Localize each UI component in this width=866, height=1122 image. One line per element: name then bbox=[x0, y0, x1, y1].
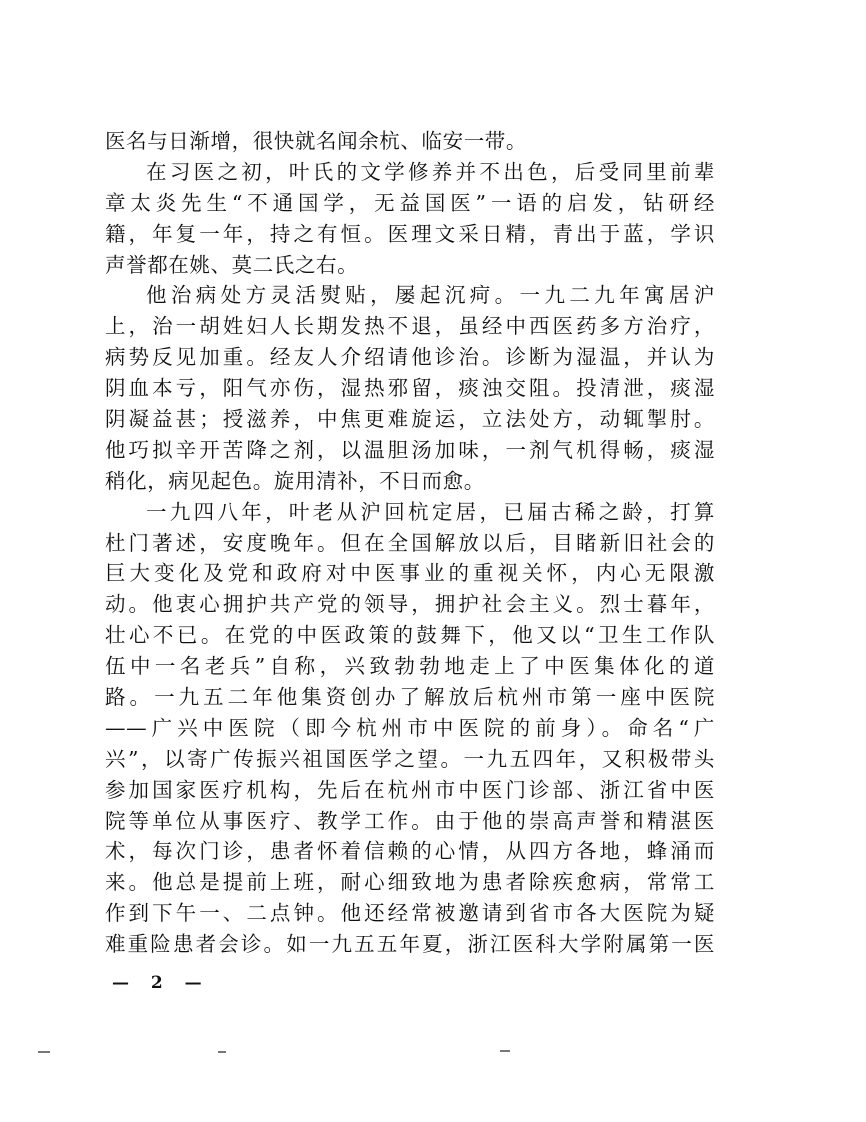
text-line: 路。一九五二年他集资创办了解放后杭州市第一座中医院 bbox=[105, 685, 715, 710]
text-line: 巨大变化及党和政府对中医事业的重视关怀，内心无限激 bbox=[105, 561, 715, 586]
text-line: 伍中一名老兵”自称，兴致勃勃地走上了中医集体化的道 bbox=[105, 654, 715, 679]
text-line: 壮心不已。在党的中医政策的鼓舞下，他又以“卫生工作队 bbox=[105, 623, 715, 648]
text-line: 他治病处方灵活熨贴，屡起沉疴。一九二九年寓居沪 bbox=[146, 283, 715, 308]
text-line: 章太炎先生“不通国学，无益国医”一语的启发，钻研经 bbox=[105, 190, 715, 215]
text-line: 院等单位从事医疗、教学工作。由于他的崇高声誉和精湛医 bbox=[105, 808, 715, 833]
scan-speck bbox=[38, 1051, 50, 1053]
page-number: — 2 — bbox=[112, 973, 210, 993]
scan-speck bbox=[218, 1051, 226, 1053]
text-line: 病势反见加重。经友人介绍请他诊治。诊断为湿温，并认为 bbox=[105, 345, 715, 370]
text-line: 杜门著述，安度晚年。但在全国解放以后，目睹新旧社会的 bbox=[105, 530, 715, 555]
text-line: 来。他总是提前上班，耐心细致地为患者除疾愈病，常常工 bbox=[105, 870, 715, 895]
text-line: 一九四八年，叶老从沪回杭定居，已届古稀之龄，打算 bbox=[146, 499, 715, 524]
text-line: 籍，年复一年，持之有恒。医理文采日精，青出于蓝，学识 bbox=[105, 221, 715, 246]
text-line: 阴血本亏，阳气亦伤，湿热邪留，痰浊交阻。投清泄，痰湿 bbox=[105, 376, 715, 401]
text-line: 阴凝益甚；授滋养，中焦更难旋运，立法处方，动辄掣肘。 bbox=[105, 407, 715, 432]
text-line: ——广兴中医院（即今杭州市中医院的前身）。命名“广 bbox=[105, 715, 715, 740]
text-line: 术，每次门诊，患者怀着信赖的心情，从四方各地，蜂涌而 bbox=[105, 839, 715, 864]
text-line: 医名与日渐增，很快就名闻余杭、临安一带。 bbox=[105, 129, 527, 153]
text-line: 他巧拟辛开苦降之剂，以温胆汤加味，一剂气机得畅，痰湿 bbox=[105, 437, 715, 462]
text-line: 参加国家医疗机构，先后在杭州市中医门诊部、浙江省中医 bbox=[105, 777, 715, 802]
text-line: 动。他衷心拥护共产党的领导，拥护社会主义。烈士暮年， bbox=[105, 592, 715, 617]
text-line: 上，治一胡姓妇人长期发热不退，虽经中西医药多方治疗， bbox=[105, 314, 715, 339]
body-text bbox=[105, 126, 715, 960]
text-line: 兴”，以寄广传振兴祖国医学之望。一九五四年，又积极带头 bbox=[105, 746, 715, 771]
text-line: 声誉都在姚、莫二氏之右。 bbox=[105, 252, 359, 277]
text-line: 作到下午一、二点钟。他还经常被邀请到省市各大医院为疑 bbox=[105, 901, 715, 926]
text-line: 难重险患者会诊。如一九五五年夏，浙江医科大学附属第一医 bbox=[105, 932, 715, 957]
text-line: 在习医之初，叶氏的文学修养并不出色，后受同里前辈 bbox=[146, 159, 715, 184]
text-line: 稍化，病见起色。旋用清补，不日而愈。 bbox=[105, 468, 485, 493]
scan-speck bbox=[500, 1050, 510, 1052]
